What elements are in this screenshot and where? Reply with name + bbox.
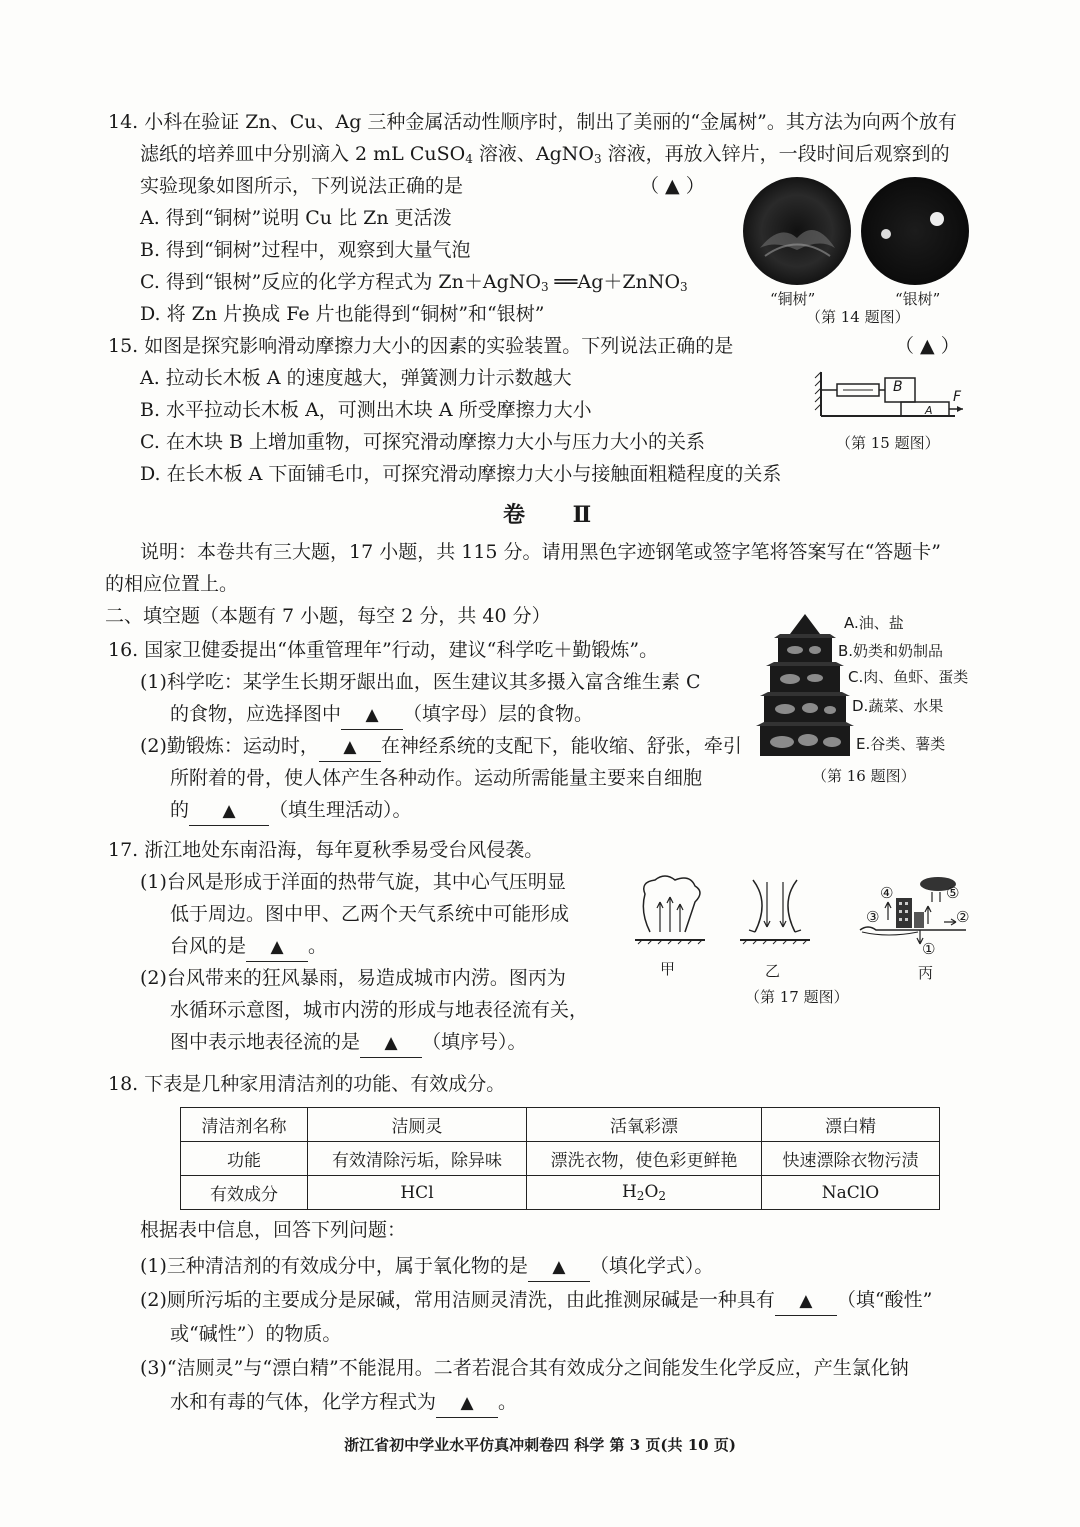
q16-blank2[interactable]: ▲: [319, 732, 381, 762]
q18-part2-line1: (2)厕所污垢的主要成分是尿碱，常用洁厕灵清洗，由此推测尿碱是一种具有 ▲ （填“酸性”: [140, 1286, 932, 1316]
q15-label-f: F: [953, 389, 962, 405]
q14-stem-line3: 实验现象如图所示，下列说法正确的是: [140, 175, 464, 197]
q18-instruction: 根据表中信息，回答下列问题：: [140, 1219, 407, 1241]
q15-label-b: B: [893, 379, 903, 395]
page-footer: 浙江省初中学业水平仿真冲刺卷四 科学 第 3 页(共 10 页): [344, 1436, 736, 1454]
q18-part2-line2: 或“碱性”）的物质。: [170, 1323, 342, 1345]
table-header-cell: 洁厕灵: [308, 1108, 527, 1142]
part2-title: 卷 Ⅱ: [503, 502, 612, 528]
part2-note-line1: 说明：本卷共有三大题，17 小题，共 115 分。请用黑色字迹钢笔或签字笔将答案写在“答题卡”: [140, 541, 941, 563]
q14-option-c: C. 得到“银树”反应的化学方程式为 Zn＋AgNO$_3$ ══Ag＋ZnNO$_3$: [140, 271, 688, 294]
table-cell: NaClO: [762, 1176, 940, 1210]
table-header-cell: 清洁剂名称: [181, 1108, 308, 1142]
q14-stem-line1: 14. 小科在验证 Zn、Cu、Ag 三种金属活动性顺序时，制出了美丽的“金属树”。其方法为向两个放有: [108, 111, 957, 133]
q14-stem-line2: 滤纸的培养皿中分别滴入 2 mL CuSO$_4$ 溶液、AgNO$_3$ 溶液，再放入锌片，一段时间后观察到的: [140, 143, 950, 166]
q17-num-2: ②: [956, 908, 970, 926]
q16-stem: 16. 国家卫健委提出“体重管理年”行动，建议“科学吃＋勤锻炼”。: [108, 639, 659, 661]
q16-part1-line2: 的食物，应选择图中 ▲ （填字母）层的食物。: [170, 700, 593, 730]
q17-part2-line2: 水循环示意图，城市内涝的形成与地表径流有关，: [170, 999, 589, 1021]
table-cell: 快速漂除衣物污渍: [762, 1142, 940, 1176]
q17-part1-line2: 低于周边。图中甲、乙两个天气系统中可能形成: [170, 903, 570, 925]
cleaner-table: [180, 1107, 940, 1210]
q14-answer-paren: （ ▲ ）: [640, 175, 705, 197]
table-cell: 漂洗衣物，使色彩更鲜艳: [527, 1142, 762, 1176]
q17-label-yi: 乙: [765, 962, 781, 980]
q15-answer-paren: （ ▲ ）: [895, 335, 960, 357]
table-row: [181, 1176, 940, 1210]
q17-figure-caption: （第 17 题图）: [745, 988, 849, 1006]
pyramid-layer-a: A.油、盐: [844, 614, 904, 632]
table-row: [181, 1108, 940, 1142]
q16-part1-line1: (1)科学吃：某学生长期牙龈出血，医生建议其多摄入富含维生素 C: [140, 671, 701, 693]
q18-blank2[interactable]: ▲: [775, 1286, 837, 1316]
q17-num-1: ①: [922, 940, 936, 958]
pyramid-layer-d: D.蔬菜、水果: [852, 697, 944, 715]
q14-silver-tree-label: “银树”: [895, 290, 941, 308]
q17-num-3: ③: [866, 908, 880, 926]
table-cell: 功能: [181, 1142, 308, 1176]
table-cell: 有效成分: [181, 1176, 308, 1210]
q14-copper-tree-label: “铜树”: [770, 290, 816, 308]
q16-part2-line1: (2)勤锻炼：运动时， ▲ 在神经系统的支配下，能收缩、舒张，牵引: [140, 732, 742, 762]
pyramid-layer-c: C.肉、鱼虾、蛋类: [848, 668, 969, 686]
part2-note-line2: 的相应位置上。: [105, 573, 239, 595]
q17-num-4: ④: [880, 884, 894, 902]
pyramid-layer-b: B.奶类和奶制品: [838, 642, 944, 660]
q14-figure-caption: （第 14 题图）: [806, 308, 910, 326]
q17-stem: 17. 浙江地处东南沿海，每年夏秋季易受台风侵袭。: [108, 839, 544, 861]
q15-label-a: A: [925, 404, 933, 417]
q15-figure-caption: （第 15 题图）: [836, 434, 940, 452]
q15-stem: 15. 如图是探究影响滑动摩擦力大小的因素的实验装置。下列说法正确的是: [108, 335, 734, 357]
q17-part2-line1: (2)台风带来的狂风暴雨，易造成城市内涝。图丙为: [140, 967, 566, 989]
q15-option-a: A. 拉动长木板 A 的速度越大，弹簧测力计示数越大: [140, 367, 572, 389]
q14-option-a: A. 得到“铜树”说明 Cu 比 Zn 更活泼: [140, 207, 452, 229]
table-header-cell: 活氧彩漂: [527, 1108, 762, 1142]
q14-option-d: D. 将 Zn 片换成 Fe 片也能得到“铜树”和“银树”: [140, 303, 545, 325]
pyramid-layer-e: E.谷类、薯类: [856, 735, 946, 753]
table-row: [181, 1142, 940, 1176]
q18-blank3[interactable]: ▲: [436, 1388, 498, 1418]
q16-blank1[interactable]: ▲: [341, 700, 403, 730]
q17-label-bing: 丙: [918, 964, 934, 982]
q15-option-b: B. 水平拉动长木板 A，可测出木块 A 所受摩擦力大小: [140, 399, 592, 421]
copper-tree-dish: [743, 177, 851, 285]
table-cell: HCl: [308, 1176, 527, 1210]
q17-label-jia: 甲: [660, 960, 676, 978]
q17-system-jia-figure: [630, 872, 710, 952]
q17-num-5: ⑤: [946, 884, 960, 902]
q17-part1-line1: (1)台风是形成于洋面的热带气旋，其中心气压明显: [140, 871, 566, 893]
q17-system-yi-figure: [735, 872, 815, 952]
q16-part2-line2: 所附着的骨，使人体产生各种动作。运动所需能量主要来自细胞: [170, 767, 703, 789]
q18-stem: 18. 下表是几种家用清洁剂的功能、有效成分。: [108, 1073, 506, 1095]
q18-blank1[interactable]: ▲: [528, 1252, 590, 1282]
q18-part3-line1: (3)“洁厕灵”与“漂白精”不能混用。二者若混合其有效成分之间能发生化学反应，产生氯化钠: [140, 1357, 909, 1379]
q17-blank1[interactable]: ▲: [246, 932, 308, 962]
q17-blank2[interactable]: ▲: [360, 1028, 422, 1058]
table-header-cell: 漂白精: [762, 1108, 940, 1142]
q16-figure-caption: （第 16 题图）: [812, 767, 916, 785]
q15-friction-apparatus-figure: [815, 370, 965, 422]
q17-part2-line3: 图中表示地表径流的是 ▲ （填序号）。: [170, 1028, 527, 1058]
q16-part2-line3: 的 ▲ （填生理活动）。: [170, 796, 412, 826]
section-fill-in-header: 二、填空题（本题有 7 小题，每空 2 分，共 40 分）: [105, 605, 551, 627]
q17-part1-line3: 台风的是 ▲ 。: [170, 932, 327, 962]
q16-food-pyramid-figure: [760, 612, 850, 760]
table-cell: 有效清除污垢，除异味: [308, 1142, 527, 1176]
q15-option-c: C. 在木块 B 上增加重物，可探究滑动摩擦力大小与压力大小的关系: [140, 431, 705, 453]
q18-part3-line2: 水和有毒的气体，化学方程式为 ▲ 。: [170, 1388, 517, 1418]
q18-part1: (1)三种清洁剂的有效成分中，属于氧化物的是 ▲ （填化学式）。: [140, 1252, 713, 1282]
q16-blank3[interactable]: ▲: [189, 796, 269, 826]
silver-tree-dish: [861, 177, 969, 285]
table-cell: $H_2O_2$: [527, 1176, 762, 1210]
q15-option-d: D. 在长木板 A 下面铺毛巾，可探究滑动摩擦力大小与接触面粗糙程度的关系: [140, 463, 782, 485]
q14-petri-dishes-figure: [740, 178, 980, 288]
q14-option-b: B. 得到“铜树”过程中，观察到大量气泡: [140, 239, 471, 261]
